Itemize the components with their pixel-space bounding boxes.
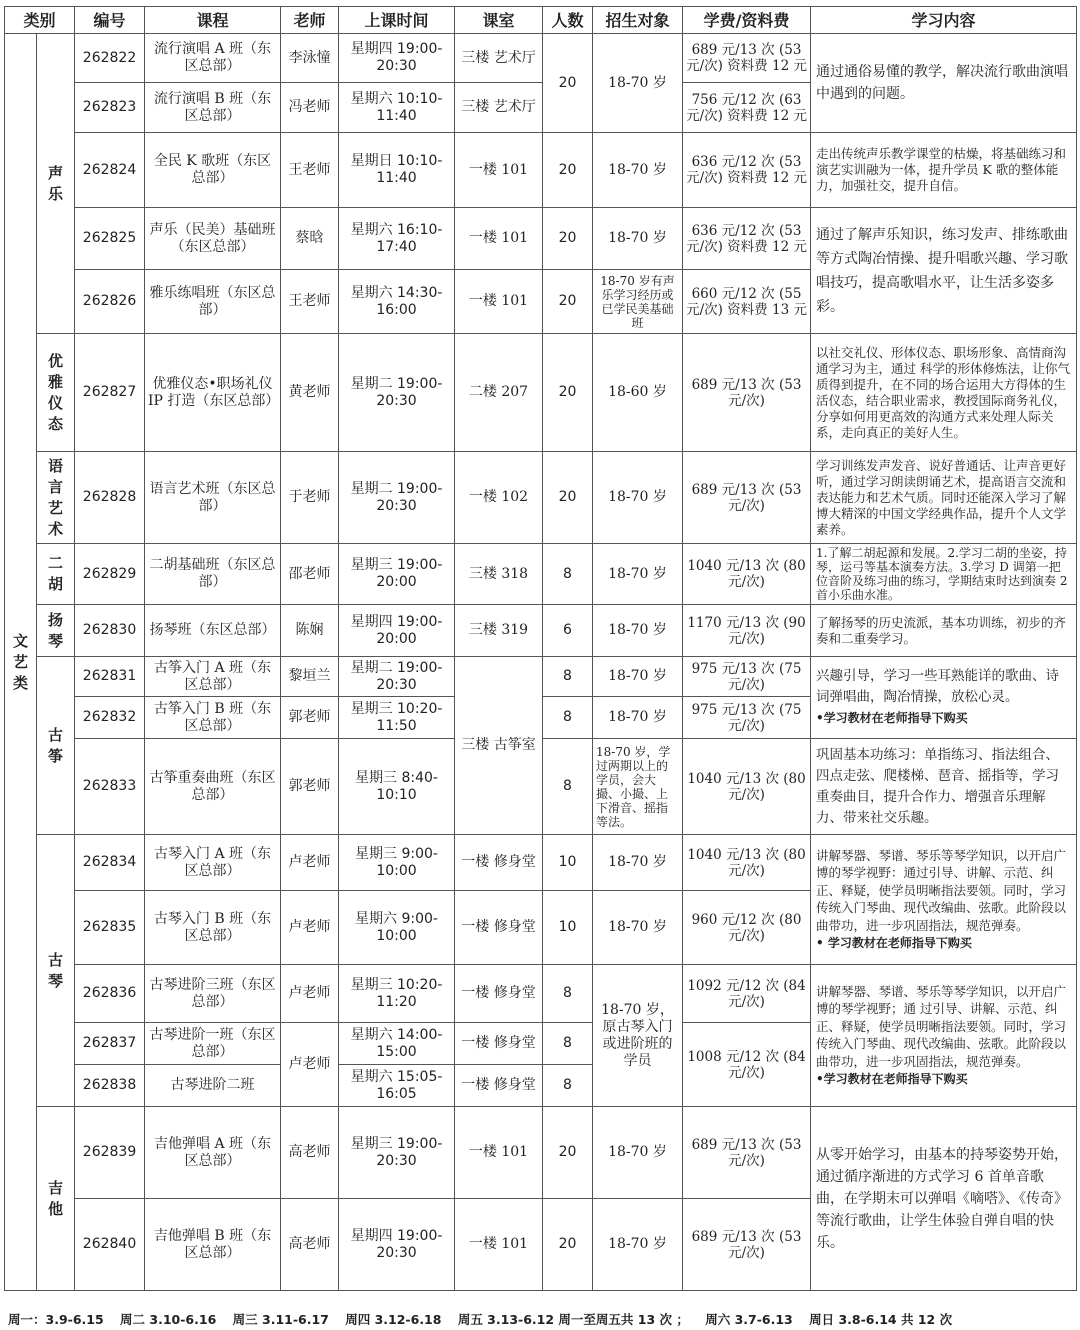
target-students: 18-70 岁 <box>593 697 683 739</box>
course-code: 262834 <box>75 835 145 891</box>
target-students: 18-70 岁，原古琴入门或进阶班的学员 <box>593 965 683 1107</box>
class-time: 星期二 19:00-20:30 <box>339 657 455 697</box>
fee: 1040 元/13 次 (80 元/次) <box>683 835 811 891</box>
course-name: 扬琴班（东区总部） <box>145 605 281 657</box>
class-time: 星期三 9:00-10:00 <box>339 835 455 891</box>
target-students: 18-70 岁有声乐学习经历或已学民美基础班 <box>593 270 683 334</box>
teacher-name: 于老师 <box>281 452 339 544</box>
target-students: 18-70 岁 <box>593 133 683 208</box>
classroom: 一楼 修身堂 <box>455 891 543 965</box>
course-content: 从零开始学习，由基本的持琴姿势开始，通过循序渐进的方式学习 6 首单音歌曲，在学期末可以弹唱《嘀嗒》、《传奇》等流行歌曲，让学生体验自弹自唱的快乐。 <box>811 1107 1077 1291</box>
teacher-name: 黎垣兰 <box>281 657 339 697</box>
course-name: 流行演唱 B 班（东区总部） <box>145 83 281 133</box>
header-row <box>5 7 1077 34</box>
course-content <box>811 965 1077 1107</box>
class-time: 星期六 16:10-17:40 <box>339 208 455 270</box>
schedule-footer <box>8 1310 964 1328</box>
class-time: 星期二 19:00-20:30 <box>339 452 455 544</box>
classroom: 一楼 101 <box>455 1199 543 1291</box>
class-size: 8 <box>543 739 593 835</box>
course-code: 262830 <box>75 605 145 657</box>
course-code: 262829 <box>75 544 145 605</box>
course-content: 以社交礼仪、形体仪态、职场形象、高情商沟通学习为主，通过 科学的形体修炼法，让你气质得到提升，在不同的场合运用大方得体的生活仪态，结合职业需求，教授国际商务礼仪，分享如何用更高效的沟通方式来处理人际关系，走向真正的美好人生。 <box>811 334 1077 452</box>
classroom: 一楼 101 <box>455 133 543 208</box>
class-size: 8 <box>543 1023 593 1065</box>
header-time: 上课时间 <box>339 7 455 34</box>
classroom: 一楼 101 <box>455 1107 543 1199</box>
fee: 689 元/13 次 (53 元/次) <box>683 334 811 452</box>
course-content: 通过通俗易懂的教学，解决流行歌曲演唱中遇到的问题。 <box>811 34 1077 133</box>
course-code: 262825 <box>75 208 145 270</box>
teacher-name: 卢老师 <box>281 1023 339 1107</box>
target-students: 18-70 岁 <box>593 1107 683 1199</box>
class-size: 10 <box>543 891 593 965</box>
table-row <box>5 835 1077 891</box>
target-students: 18-70 岁 <box>593 657 683 697</box>
teacher-name: 李泳憧 <box>281 34 339 83</box>
classroom: 三楼 319 <box>455 605 543 657</box>
course-name: 吉他弹唱 B 班（东区总部） <box>145 1199 281 1291</box>
fee: 689 元/13 次 (53 元/次) 资料费 12 元 <box>683 34 811 83</box>
course-code: 262836 <box>75 965 145 1023</box>
fee: 1040 元/13 次 (80 元/次) <box>683 739 811 835</box>
class-size: 20 <box>543 1107 593 1199</box>
subcategory-cell: 吉他 <box>37 1107 75 1291</box>
classroom: 一楼 修身堂 <box>455 1023 543 1065</box>
course-table-wrapper <box>4 6 1076 1291</box>
class-time: 星期三 10:20-11:20 <box>339 965 455 1023</box>
footer-wednesday: 周三 3.11-6.17 <box>232 1312 329 1327</box>
class-size: 20 <box>543 1199 593 1291</box>
class-size: 20 <box>543 208 593 270</box>
target-students: 18-70 岁 <box>593 1199 683 1291</box>
target-students: 18-70 岁 <box>593 891 683 965</box>
classroom: 一楼 修身堂 <box>455 965 543 1023</box>
class-time: 星期三 19:00-20:00 <box>339 544 455 605</box>
class-time: 星期三 19:00-20:30 <box>339 1107 455 1199</box>
course-code: 262835 <box>75 891 145 965</box>
classroom: 一楼 修身堂 <box>455 1065 543 1107</box>
subcategory-cell: 语言艺术 <box>37 452 75 544</box>
course-name: 古筝入门 B 班（东区总部） <box>145 697 281 739</box>
target-students: 18-70 岁 <box>593 605 683 657</box>
course-name: 优雅仪态•职场礼仪 IP 打造（东区总部） <box>145 334 281 452</box>
course-name: 古筝重奏曲班（东区总部） <box>145 739 281 835</box>
course-name: 流行演唱 A 班（东区总部） <box>145 34 281 83</box>
fee: 660 元/12 次 (55 元/次) 资料费 13 元 <box>683 270 811 334</box>
classroom: 三楼 艺术厅 <box>455 34 543 83</box>
header-content: 学习内容 <box>811 7 1077 34</box>
class-size: 20 <box>543 334 593 452</box>
class-size: 8 <box>543 544 593 605</box>
class-size: 20 <box>543 34 593 133</box>
teacher-name: 高老师 <box>281 1199 339 1291</box>
target-students: 18-70 岁 <box>593 452 683 544</box>
course-code: 262840 <box>75 1199 145 1291</box>
course-name: 二胡基础班（东区总部） <box>145 544 281 605</box>
class-size: 10 <box>543 835 593 891</box>
course-content: 通过了解声乐知识，练习发声、排练歌曲等方式陶冶情操、提升唱歌兴趣、学习歌唱技巧，提高歌唱水平，让生活多姿多彩。 <box>811 208 1077 334</box>
course-table <box>4 6 1077 1291</box>
class-time: 星期三 10:20-11:50 <box>339 697 455 739</box>
class-time: 星期六 14:00-15:00 <box>339 1023 455 1065</box>
fee: 960 元/12 次 (80 元/次) <box>683 891 811 965</box>
header-teacher: 老师 <box>281 7 339 34</box>
category-cell: 文艺类 <box>5 34 37 1291</box>
table-row <box>5 605 1077 657</box>
course-name: 声乐（民美）基础班（东区总部） <box>145 208 281 270</box>
table-row <box>5 544 1077 605</box>
course-name: 古筝入门 A 班（东区总部） <box>145 657 281 697</box>
fee: 636 元/12 次 (53 元/次) 资料费 12 元 <box>683 133 811 208</box>
course-code: 262827 <box>75 334 145 452</box>
teacher-name: 邵老师 <box>281 544 339 605</box>
class-size: 20 <box>543 452 593 544</box>
table-row <box>5 34 1077 83</box>
course-content: 了解扬琴的历史流派，基本功训练，初步的齐奏和二重奏学习。 <box>811 605 1077 657</box>
teacher-name: 冯老师 <box>281 83 339 133</box>
course-code: 262838 <box>75 1065 145 1107</box>
fee: 689 元/13 次 (53 元/次) <box>683 1107 811 1199</box>
course-content <box>811 835 1077 965</box>
header-category: 类别 <box>5 7 75 34</box>
class-time: 星期六 9:00-10:00 <box>339 891 455 965</box>
course-code: 262824 <box>75 133 145 208</box>
course-code: 262823 <box>75 83 145 133</box>
target-students: 18-70 岁 <box>593 208 683 270</box>
classroom: 三楼 艺术厅 <box>455 83 543 133</box>
footer-monday: 周一：3.9-6.15 <box>8 1312 104 1327</box>
teacher-name: 郭老师 <box>281 739 339 835</box>
fee: 975 元/13 次 (75 元/次) <box>683 657 811 697</box>
teacher-name: 郭老师 <box>281 697 339 739</box>
class-size: 8 <box>543 697 593 739</box>
subcategory-cell: 古琴 <box>37 835 75 1107</box>
class-time: 星期四 19:00-20:30 <box>339 34 455 83</box>
class-size: 20 <box>543 270 593 334</box>
class-size: 8 <box>543 657 593 697</box>
course-name: 古琴进阶一班（东区总部） <box>145 1023 281 1065</box>
table-row <box>5 965 1077 1023</box>
course-code: 262837 <box>75 1023 145 1065</box>
subcategory-cell: 二胡 <box>37 544 75 605</box>
course-code: 262831 <box>75 657 145 697</box>
class-time: 星期日 10:10-11:40 <box>339 133 455 208</box>
teacher-name: 黄老师 <box>281 334 339 452</box>
footer-tuesday: 周二 3.10-6.16 <box>120 1312 217 1327</box>
teacher-name: 高老师 <box>281 1107 339 1199</box>
course-code: 262826 <box>75 270 145 334</box>
course-name: 全民 K 歌班（东区总部） <box>145 133 281 208</box>
course-name: 古琴入门 A 班（东区总部） <box>145 835 281 891</box>
course-content <box>811 657 1077 739</box>
subcategory-cell: 声乐 <box>37 34 75 334</box>
table-row <box>5 334 1077 452</box>
class-size: 20 <box>543 133 593 208</box>
header-room: 课室 <box>455 7 543 34</box>
textbook-note: • 学习教材在老师指导下购买 <box>816 936 972 950</box>
class-time: 星期四 19:00-20:00 <box>339 605 455 657</box>
course-name: 吉他弹唱 A 班（东区总部） <box>145 1107 281 1199</box>
class-time: 星期二 19:00-20:30 <box>339 334 455 452</box>
course-name: 雅乐练唱班（东区总部） <box>145 270 281 334</box>
course-code: 262833 <box>75 739 145 835</box>
teacher-name: 卢老师 <box>281 965 339 1023</box>
fee: 1092 元/12 次 (84 元/次) <box>683 965 811 1023</box>
course-code: 262832 <box>75 697 145 739</box>
table-row <box>5 133 1077 208</box>
course-content: 学习训练发声发音、说好普通话、让声音更好听，通过学习朗读朗诵艺术，提高语言交流和表达能力和艺术气质。同时还能深入学习了解博大精深的中国文学经典作品，提升个人文学素养。 <box>811 452 1077 544</box>
fee: 756 元/12 次 (63 元/次) 资料费 12 元 <box>683 83 811 133</box>
target-students: 18-70 岁，学过两期以上的学员，会大撮、小撮、上下滑音、摇指等法。 <box>593 739 683 835</box>
course-name: 古琴进阶二班 <box>145 1065 281 1107</box>
fee: 975 元/13 次 (75 元/次) <box>683 697 811 739</box>
footer-sunday: 周日 3.8-6.14 共 12 次 <box>809 1312 953 1327</box>
table-row <box>5 452 1077 544</box>
teacher-name: 陈娴 <box>281 605 339 657</box>
course-content-text: 讲解琴器、琴谱、琴乐等琴学知识，以开启广博的琴学视野：通过引导、讲解、示范、纠正、释疑，使学员明晰指法要领。同时，学习传统入门琴曲、现代改编曲、弦歌。此阶段以曲带功，进一步巩固指法，规范弹奏。 <box>816 847 1067 933</box>
teacher-name: 卢老师 <box>281 835 339 891</box>
classroom: 一楼 101 <box>455 270 543 334</box>
fee: 1170 元/13 次 (90 元/次) <box>683 605 811 657</box>
table-row <box>5 1107 1077 1199</box>
subcategory-cell: 扬琴 <box>37 605 75 657</box>
table-row <box>5 657 1077 697</box>
course-content-text: 讲解琴器、琴谱、琴乐等琴学知识，以开启广博的琴学视野；通 过引导、讲解、示范、纠正、释疑，使学员明晰指法要领。同时，学习传统入门琴曲、现代改编曲、弦歌。此阶段以曲带功，进一步巩固指法，规范弹奏。 <box>816 983 1067 1069</box>
header-course: 课程 <box>145 7 281 34</box>
textbook-note: •学习教材在老师指导下购买 <box>816 1072 968 1086</box>
course-code: 262828 <box>75 452 145 544</box>
fee: 1040 元/13 次 (80 元/次) <box>683 544 811 605</box>
course-name: 古琴入门 B 班（东区总部） <box>145 891 281 965</box>
class-size: 6 <box>543 605 593 657</box>
classroom: 一楼 修身堂 <box>455 835 543 891</box>
class-time: 星期六 14:30-16:00 <box>339 270 455 334</box>
fee: 689 元/13 次 (53 元/次) <box>683 1199 811 1291</box>
table-row <box>5 208 1077 270</box>
classroom: 三楼 古筝室 <box>455 657 543 835</box>
subcategory-cell: 优雅仪态 <box>37 334 75 452</box>
teacher-name: 王老师 <box>281 270 339 334</box>
header-size: 人数 <box>543 7 593 34</box>
footer-thursday: 周四 3.12-6.18 <box>345 1312 442 1327</box>
header-code: 编号 <box>75 7 145 34</box>
target-students: 18-60 岁 <box>593 334 683 452</box>
classroom: 一楼 101 <box>455 208 543 270</box>
classroom: 三楼 318 <box>455 544 543 605</box>
header-target: 招生对象 <box>593 7 683 34</box>
course-content: 1.了解二胡起源和发展。2.学习二胡的坐姿，持琴，运弓等基本演奏方法。3.学习 D 调第一把位音阶及练习曲的练习，学期结束时达到演奏 2 首小乐曲水准。 <box>811 544 1077 605</box>
course-content-text: 兴趣引导，学习一些耳熟能详的歌曲、诗词弹唱曲，陶冶情操，放松心灵。 <box>816 668 1060 705</box>
fee: 689 元/13 次 (53 元/次) <box>683 452 811 544</box>
footer-saturday: 周六 3.7-6.13 <box>705 1312 793 1327</box>
course-content: 走出传统声乐教学课堂的枯燥，将基础练习和演艺实训融为一体，提升学员 K 歌的整体能力，加强社交，提升自信。 <box>811 133 1077 208</box>
classroom: 一楼 102 <box>455 452 543 544</box>
class-size: 8 <box>543 1065 593 1107</box>
class-size: 8 <box>543 965 593 1023</box>
header-fee: 学费/资料费 <box>683 7 811 34</box>
course-code: 262822 <box>75 34 145 83</box>
course-content: 巩固基本功练习：单指练习、指法组合、四点走弦、爬楼梯、琶音、摇指等，学习重奏曲目，提升合作力、增强音乐理解力、带来社交乐趣。 <box>811 739 1077 835</box>
fee: 1008 元/12 次 (84 元/次) <box>683 1023 811 1107</box>
course-name: 语言艺术班（东区总部） <box>145 452 281 544</box>
class-time: 星期六 15:05-16:05 <box>339 1065 455 1107</box>
textbook-note: •学习教材在老师指导下购买 <box>816 711 968 725</box>
teacher-name: 卢老师 <box>281 891 339 965</box>
course-name: 古琴进阶三班（东区总部） <box>145 965 281 1023</box>
target-students: 18-70 岁 <box>593 544 683 605</box>
teacher-name: 王老师 <box>281 133 339 208</box>
footer-friday: 周五 3.13-6.12 周一至周五共 13 次 ； <box>457 1312 689 1327</box>
target-students: 18-70 岁 <box>593 835 683 891</box>
classroom: 二楼 207 <box>455 334 543 452</box>
course-code: 262839 <box>75 1107 145 1199</box>
target-students: 18-70 岁 <box>593 34 683 133</box>
class-time: 星期六 10:10-11:40 <box>339 83 455 133</box>
fee: 636 元/12 次 (53 元/次) 资料费 12 元 <box>683 208 811 270</box>
class-time: 星期四 19:00-20:30 <box>339 1199 455 1291</box>
subcategory-cell: 古筝 <box>37 657 75 835</box>
class-time: 星期三 8:40-10:10 <box>339 739 455 835</box>
teacher-name: 蔡晗 <box>281 208 339 270</box>
